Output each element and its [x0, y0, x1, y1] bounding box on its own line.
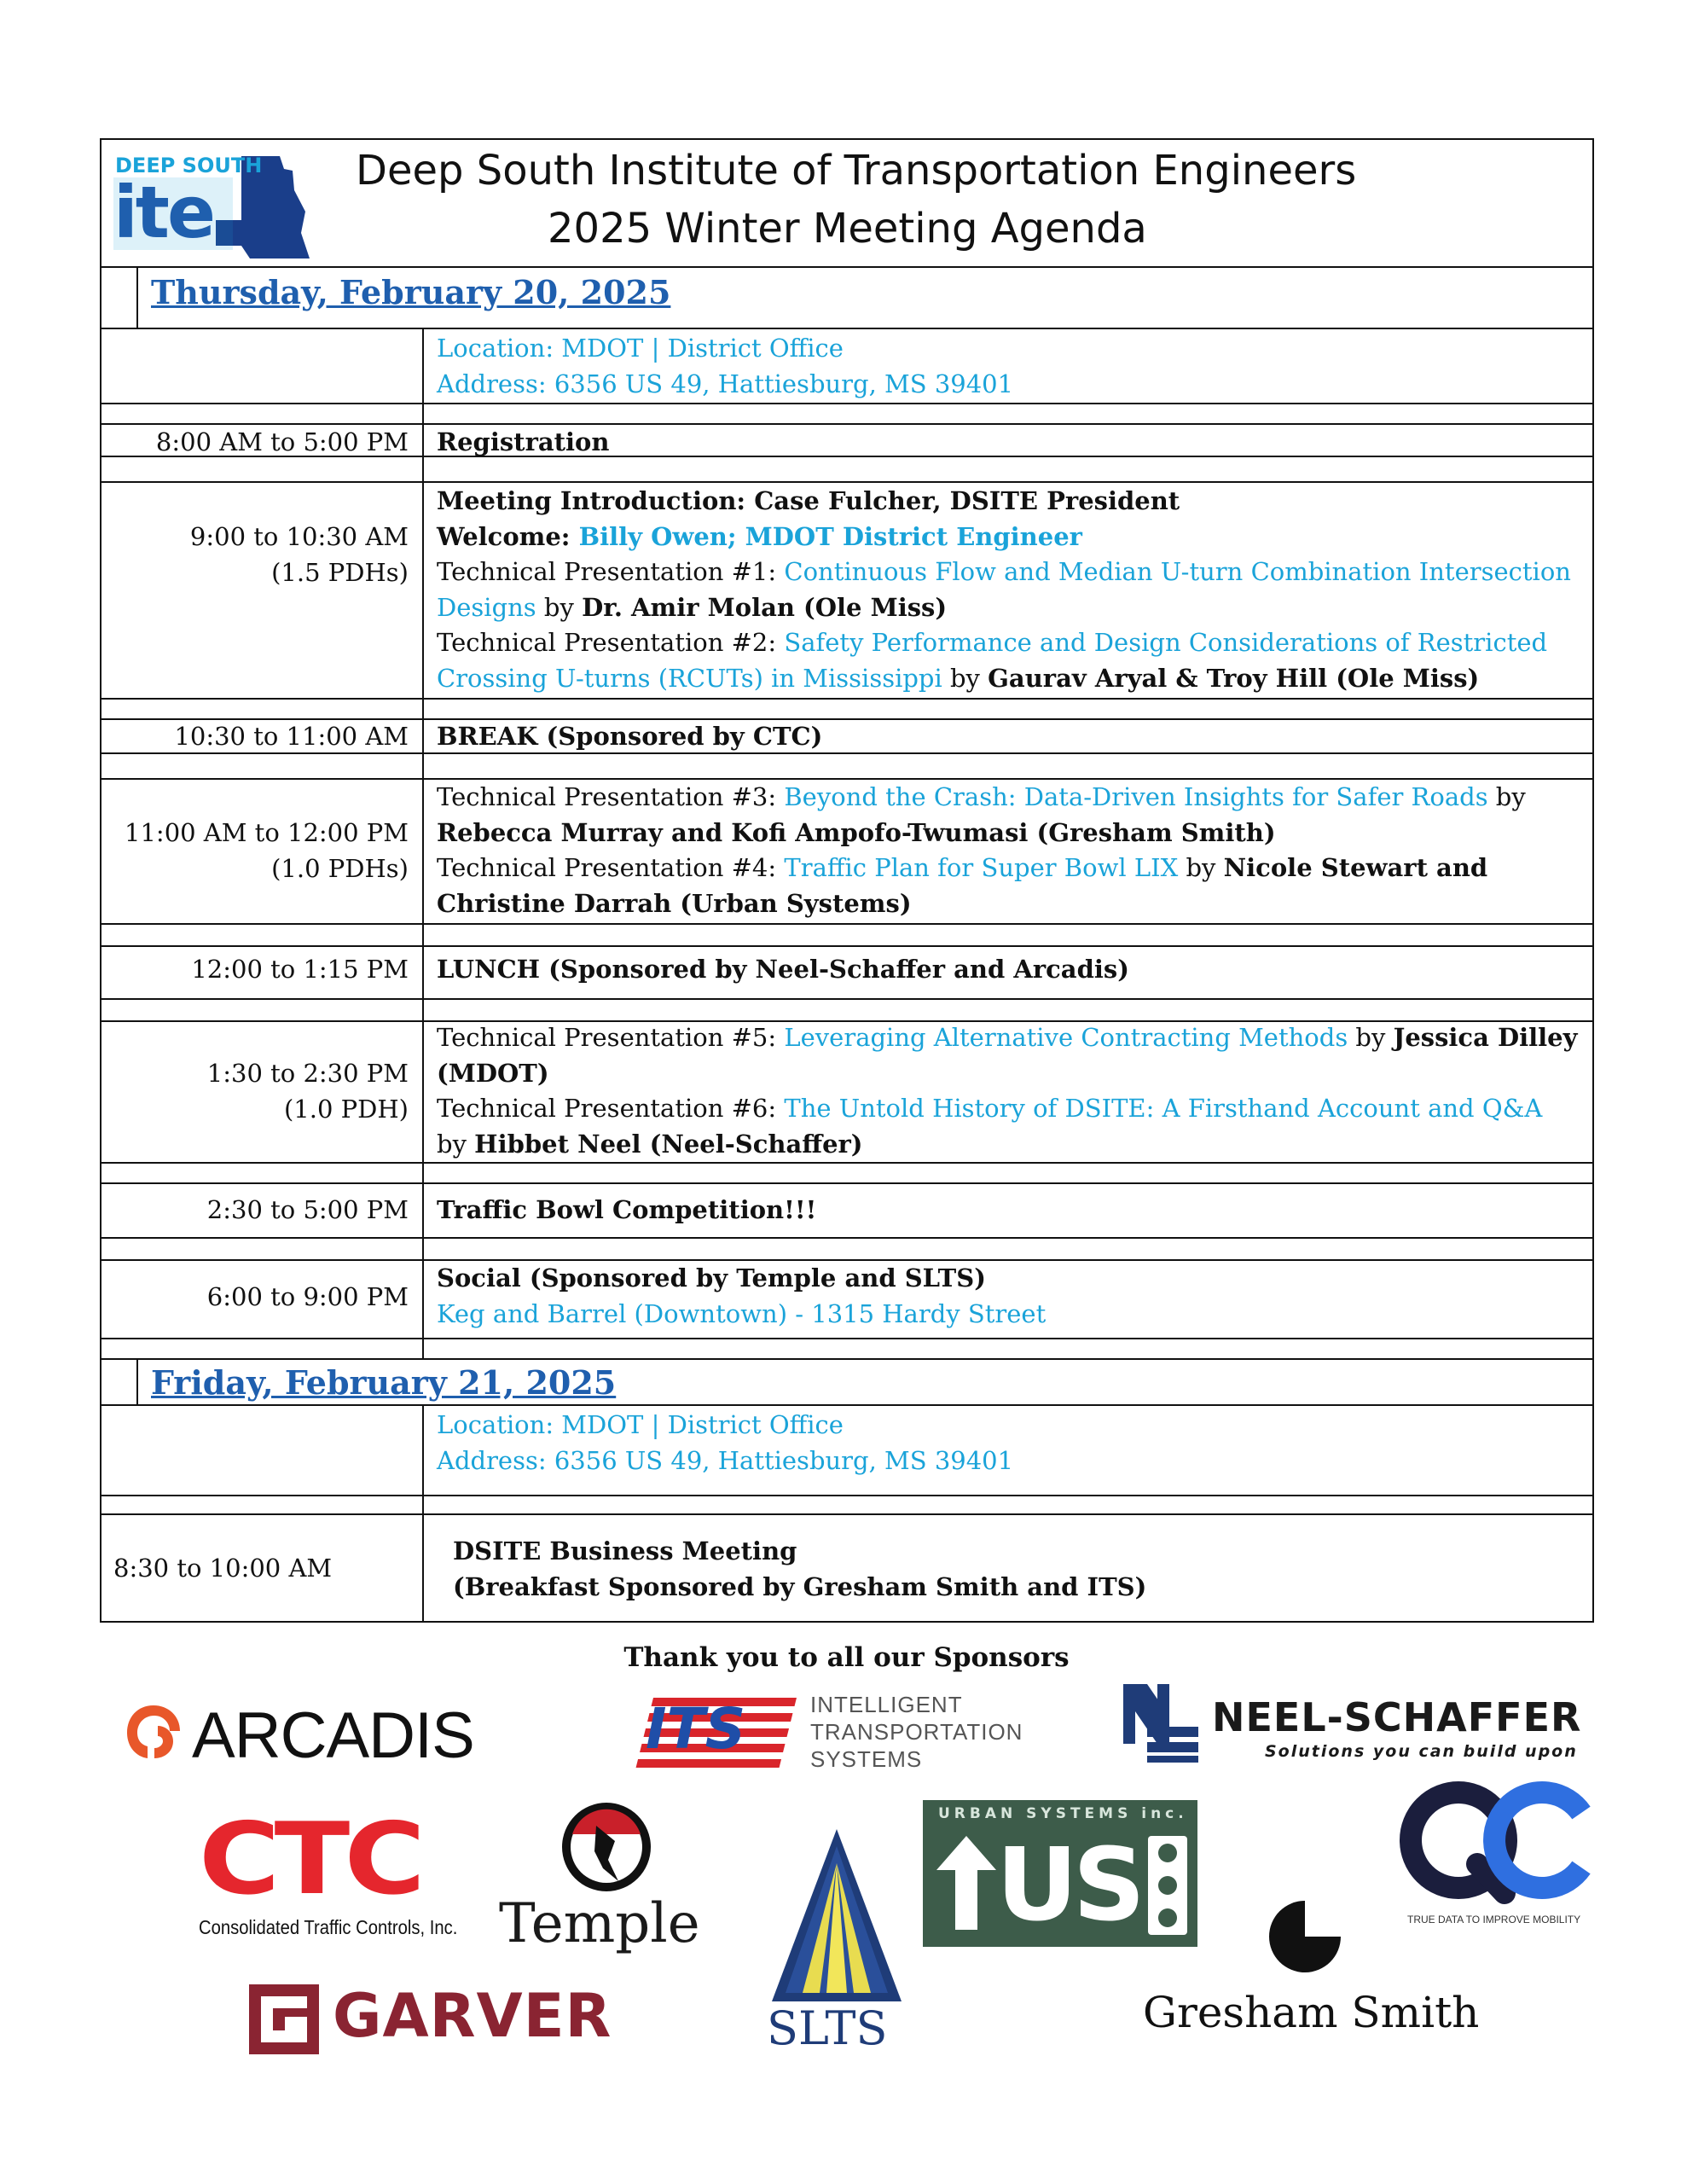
row-content-business	[453, 1534, 1579, 1605]
neel-schaffer-name: NEEL-SCHAFFER	[1212, 1694, 1582, 1740]
ctc-mark: CTC	[199, 1802, 420, 1917]
tp2-title[interactable]: Safety Performance and Design Considerations of Restricted Crossing U-turns (RCUTs) in Mississippi	[437, 628, 1548, 693]
urban-top-text: URBAN SYSTEMS inc.	[938, 1805, 1188, 1822]
arcadis-logo	[124, 1693, 507, 1770]
neel-schaffer-mark-icon	[1122, 1682, 1203, 1764]
its-line1: INTELLIGENT	[810, 1692, 963, 1717]
its-line2: TRANSPORTATION	[810, 1719, 1023, 1745]
row-title-lunch: LUNCH (Sponsored by Neel-Schaffer and Arcadis)	[437, 955, 1129, 984]
intro-pdh: (1.5 PDHs)	[271, 557, 409, 587]
tp3-label: Technical Presentation #3:	[437, 782, 785, 811]
garver-logo	[249, 1981, 641, 2058]
row-time-intro	[100, 520, 409, 590]
session3-time: 1:30 to 2:30 PM	[206, 1059, 409, 1088]
agenda-table	[100, 138, 1594, 1623]
tp5-title[interactable]: Leveraging Alternative Contracting Methods	[784, 1023, 1348, 1052]
qc-mark-icon	[1399, 1779, 1595, 1907]
day1-location-cell	[437, 331, 1580, 402]
tp6-title[interactable]: The Untold History of DSITE: A Firsthand Account and Q&A	[784, 1094, 1543, 1123]
tp6-label: Technical Presentation #6:	[437, 1094, 785, 1123]
session3-pdh: (1.0 PDH)	[283, 1094, 409, 1124]
day1-heading[interactable]: Thursday, February 20, 2025	[151, 273, 671, 311]
arcadis-name: ARCADIS	[192, 1699, 474, 1772]
ctc-name: Consolidated Traffic Controls, Inc.	[199, 1916, 458, 1938]
day2-location-cell	[437, 1408, 1580, 1478]
intro-time: 9:00 to 10:30 AM	[189, 522, 409, 551]
logo-text-main: ite	[113, 171, 213, 254]
temple-logo	[499, 1800, 712, 1962]
tp1-label: Technical Presentation #1:	[437, 557, 785, 586]
tp3-by: by	[1487, 782, 1526, 811]
slts-triangle-icon	[768, 1826, 905, 2005]
logo-text-top: DEEP SOUTH	[115, 154, 263, 177]
temple-emblem-icon	[547, 1800, 666, 1894]
row-time-break: 10:30 to 11:00 AM	[174, 722, 409, 751]
day1-address: Address: 6356 US 49, Hattiesburg, MS 39401	[437, 369, 1014, 398]
garver-g-icon	[249, 1984, 319, 2054]
urban-arrow-icon	[936, 1836, 996, 1930]
neel-schaffer-tagline: Solutions you can build upon	[1265, 1742, 1578, 1761]
tp4-title[interactable]: Traffic Plan for Super Bowl LIX	[784, 853, 1179, 882]
garver-name: GARVER	[333, 1981, 612, 2051]
day2-location: Location: MDOT | District Office	[437, 1410, 844, 1439]
row-title-break: BREAK (Sponsored by CTC)	[437, 722, 823, 751]
social-venue[interactable]: Keg and Barrel (Downtown) - 1315 Hardy Street	[437, 1298, 1047, 1328]
dsite-logo	[113, 152, 311, 263]
tp3-title[interactable]: Beyond the Crash: Data-Driven Insights for Safer Roads	[784, 782, 1488, 811]
day2-heading[interactable]: Friday, February 21, 2025	[151, 1363, 617, 1402]
row-time-lunch: 12:00 to 1:15 PM	[191, 955, 409, 984]
tp1-title[interactable]: Continuous Flow and Median U-turn Combination Intersection Designs	[437, 557, 1571, 622]
gresham-smith-mark-icon	[1262, 1894, 1348, 1979]
row-content-social	[437, 1261, 1580, 1332]
tp1-speaker: Dr. Amir Molan (Ole Miss)	[582, 592, 948, 622]
slts-name: SLTS	[767, 2001, 888, 2055]
business-line1: DSITE Business Meeting	[453, 1536, 797, 1565]
neel-schaffer-logo	[1122, 1682, 1599, 1768]
social-title: Social (Sponsored by Temple and SLTS)	[437, 1263, 986, 1292]
tp1-by: by	[536, 592, 583, 622]
row-time-session3	[100, 1056, 409, 1127]
business-line2: (Breakfast Sponsored by Gresham Smith and ITS)	[453, 1571, 1147, 1601]
row-time-business: 8:30 to 10:00 AM	[113, 1554, 333, 1583]
arcadis-swirl-icon	[124, 1702, 183, 1762]
tp5-speaker: Jessica Dilley (MDOT)	[437, 1023, 1578, 1088]
row-time-traffic-bowl: 2:30 to 5:00 PM	[206, 1195, 409, 1224]
sponsors-heading: Thank you to all our Sponsors	[623, 1642, 1070, 1673]
tp6-by: by	[437, 1129, 475, 1159]
its-logo	[635, 1691, 1028, 1776]
day1-location: Location: MDOT | District Office	[437, 334, 844, 363]
row-title-registration: Registration	[437, 427, 610, 456]
tp5-by: by	[1348, 1023, 1394, 1052]
row-content-session3	[437, 1020, 1580, 1162]
slts-logo	[763, 1826, 913, 2056]
page-subtitle: 2025 Winter Meeting Agenda	[548, 205, 1147, 253]
gresham-smith-logo	[1143, 1894, 1480, 2048]
tp5-label: Technical Presentation #5:	[437, 1023, 785, 1052]
tp2-label: Technical Presentation #2:	[437, 628, 785, 657]
tp4-label: Technical Presentation #4:	[437, 853, 785, 882]
day2-address: Address: 6356 US 49, Hattiesburg, MS 39401	[437, 1445, 1014, 1475]
row-time-social: 6:00 to 9:00 PM	[206, 1282, 409, 1311]
row-content-session2	[437, 780, 1580, 921]
its-name	[810, 1691, 1023, 1773]
temple-name: Temple	[499, 1892, 700, 1955]
row-time-registration: 8:00 AM to 5:00 PM	[155, 427, 409, 456]
gresham-smith-name: Gresham Smith	[1143, 1988, 1480, 2037]
welcome-label: Welcome:	[437, 521, 579, 551]
welcome-name: Billy Owen; MDOT District Engineer	[578, 521, 1082, 551]
tp6-speaker: Hibbet Neel (Neel-Schaffer)	[474, 1129, 863, 1159]
tp4-speaker: Nicole Stewart and Christine Darrah (Urban Systems)	[437, 853, 1488, 918]
tp3-speaker: Rebecca Murray and Kofi Ampofo-Twumasi (Gresham Smith)	[437, 817, 1276, 847]
urban-mark: US	[996, 1826, 1140, 1943]
intro-line: Meeting Introduction: Case Fulcher, DSITE President	[437, 486, 1180, 515]
row-content-intro	[437, 484, 1580, 696]
tp4-by: by	[1178, 853, 1224, 882]
page-title: Deep South Institute of Transportation Engineers	[356, 147, 1357, 195]
row-time-session2	[100, 816, 409, 886]
row-title-traffic-bowl: Traffic Bowl Competition!!!	[437, 1195, 817, 1224]
ctc-logo	[192, 1802, 458, 1945]
tp2-speaker: Gaurav Aryal & Troy Hill (Ole Miss)	[988, 663, 1480, 693]
tp2-by: by	[942, 663, 989, 693]
session2-pdh: (1.0 PDHs)	[271, 853, 409, 883]
qc-tagline: TRUE DATA TO IMPROVE MOBILITY	[1407, 1914, 1581, 1926]
session2-time: 11:00 AM to 12:00 PM	[125, 818, 409, 847]
its-line3: SYSTEMS	[810, 1746, 923, 1772]
its-mark: ITS	[646, 1696, 746, 1762]
